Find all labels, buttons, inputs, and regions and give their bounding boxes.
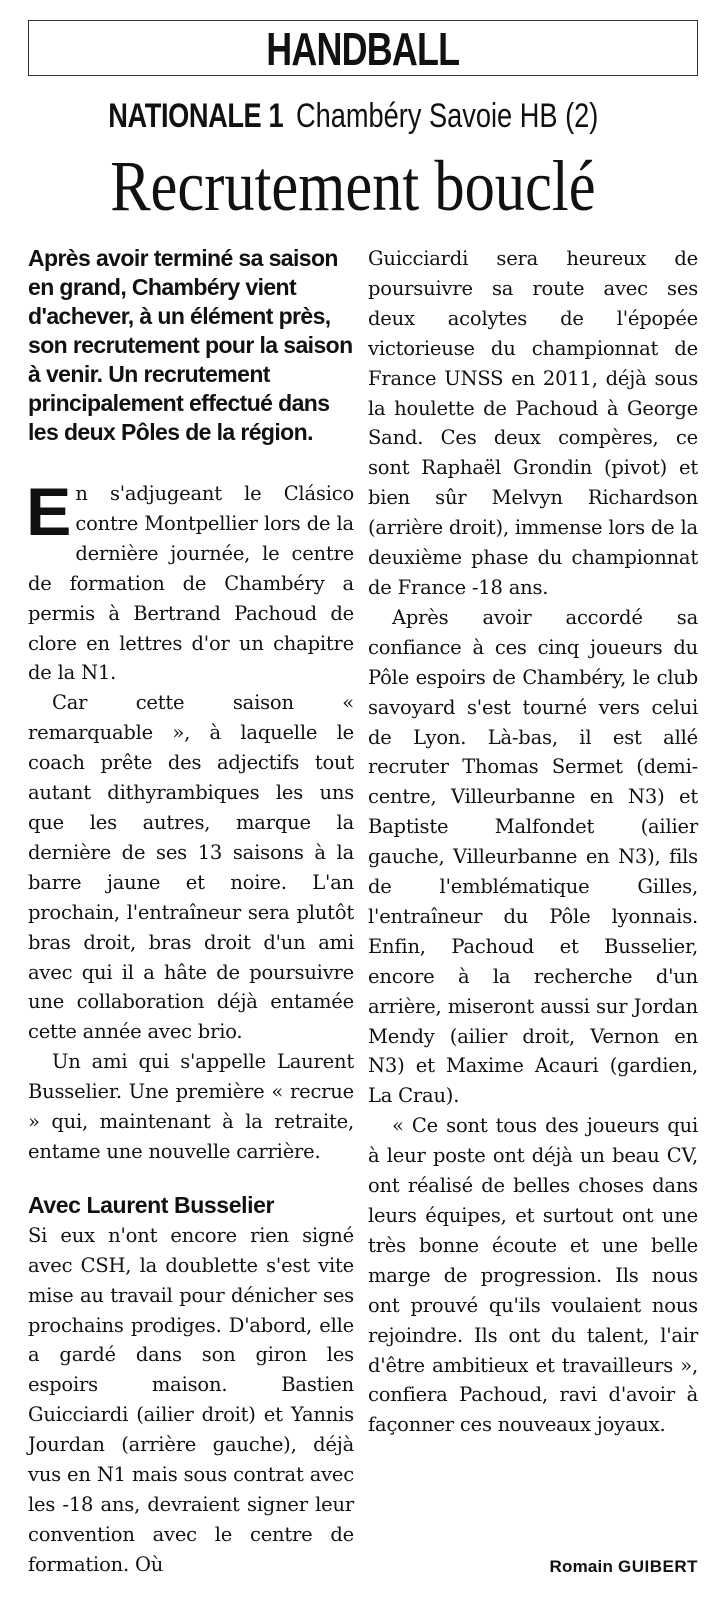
paragraph: Après avoir accordé sa confiance à ces cinq joueurs du Pôle espoirs de Chambéry, le club savoyard s'est tourné vers celui de Lyon. Là-bas, il est allé recruter Thomas Sermet (demi-centre, Villeurbanne en N3) et Baptiste Malfondet (ailier gauche, Villeurbanne en N3), fils de l'emblématique Gilles, l'entraîneur du Pôle lyonnais. Enfin, Pachoud et Busselier, encore à la recherche d'un arrière, miseront aussi sur Jordan Mendy (ailier droit, Vernon en N3) et Maxime Acauri (gardien, La Crau).	[368, 605, 698, 1108]
paragraph	[26, 474, 354, 688]
subheader	[0, 96, 706, 136]
topic-label: Chambéry Savoie HB (2)	[295, 97, 599, 135]
headline-text: Recrutement bouclé	[110, 146, 596, 226]
section-label: NATIONALE 1	[107, 97, 283, 135]
paragraph: Guicciardi sera heureux de poursuivre sa route avec ses deux acolytes de l'épopée victorieuse du championnat de France UNSS en 2011, déjà sous la houlette de Pachoud à George Sand. Ces deux compères, ce sont Raphaël Grondin (pivot) et bien sûr Melvyn Richardson (arrière droit), immense lors de la deuxième phase du championnat de France -18 ans.	[368, 247, 698, 599]
right-column	[368, 244, 698, 1440]
byline	[550, 1556, 698, 1578]
lede: Après avoir terminé sa saison en grand, Chambéry vient d'achever, à un élément près, son recrutement pour la saison à venir. Un recrutement principalement effectué dans les deux Pôles de la région.	[28, 245, 353, 445]
paragraph-text: n s'adjugeant le Clásico contre Montpellier lors de la dernière journée, le centre de formation de Chambéry a permis à Bertrand Pachoud de clore en lettres d'or un chapitre de la N1.	[28, 482, 354, 685]
intertitle: Avec Laurent Busselier	[28, 1191, 275, 1218]
left-column	[28, 244, 354, 1580]
paragraph: Si eux n'ont encore rien signé avec CSH, la doublette s'est vite mise au travail pour dénicher ses prochains prodiges. D'abord, elle a gardé dans son giron les espoirs maison. Bastien Guicciardi (ailier droit) et Yannis Jourdan (arrière gauche), déjà vus en N1 mais sous contrat avec les -18 ans, devraient signer leur convention avec le centre de formation. Où	[28, 1223, 354, 1576]
drop-cap: E	[26, 474, 70, 550]
paragraph: « Ce sont tous des joueurs qui à leur poste ont déjà un beau CV, ont réalisé de belles choses dans leurs équipes, et surtout ont une très bonne écoute et une belle marge de progression. Ils nous ont prouvé qu'ils voulaient nous rejoindre. Ils ont du talent, l'air d'être ambitieux et travailleurs », confiera Pachoud, ravi d'avoir à façonner ces nouveaux joyaux.	[368, 1114, 698, 1437]
headline	[0, 144, 706, 228]
rubric-title: HANDBALL	[266, 23, 460, 75]
byline-first-name: Romain	[549, 1557, 614, 1576]
paragraph: Un ami qui s'appelle Laurent Busselier. Une première « recrue » qui, maintenant à la retraite, entame une nouvelle carrière.	[28, 1050, 354, 1163]
paragraph: Car cette saison « remarquable », à laquelle le coach prête des adjectifs tout autant dithyrambiques les uns que les autres, marque la dernière de ses 13 saisons à la barre jaune et noire. L'an prochain, l'entraîneur sera plutôt bras droit, bras droit d'un ami avec qui il a hâte de poursuivre une collaboration déjà entamée cette année avec brio.	[28, 691, 354, 1044]
byline-last-name: GUIBERT	[618, 1557, 698, 1576]
rubric-box	[28, 20, 698, 76]
